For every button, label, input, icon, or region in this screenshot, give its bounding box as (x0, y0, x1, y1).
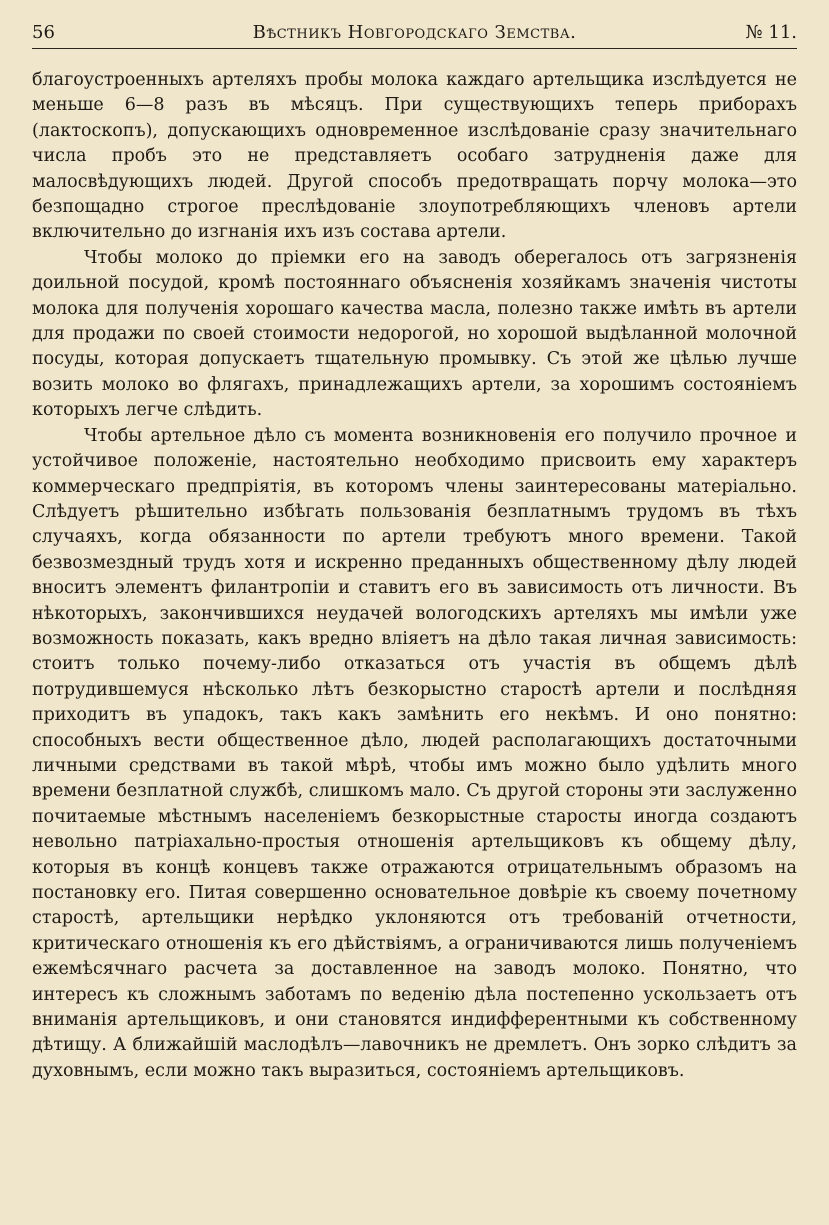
paragraph-milk-hygiene: Чтобы молоко до пріемки его на заводъ оберегалось отъ загрязненія доильной посудой, кромѣ постояннаго объясненія хозяйкамъ значенія чистоты молока для полученія хорошаго качества масла, полезно также имѣть въ артели для продажи по своей стоимости недорогой, но хорошой выдѣланной молочной посуды, которая допускаетъ тщательную промывку. Съ этой же цѣлью лучше возить молоко во флягахъ, принадлежащихъ артели, за хорошимъ состояніемъ которыхъ легче слѣдить. (32, 247, 797, 421)
journal-title: Вѣстникъ Новгородскаго Земства. (252, 22, 577, 43)
article-body (32, 68, 797, 1084)
issue-number: № 11. (745, 22, 797, 43)
paragraph-commercial-basis: Чтобы артельное дѣло съ момента возникновенія его получило прочное и устойчивое положеніе, настоятельно необходимо присвоить ему характеръ коммерческаго предпріятія, въ которомъ члены заинтересованы матеріально. Слѣдуетъ рѣшительно избѣгать пользованія безплатнымъ трудомъ въ тѣхъ случаяхъ, когда обязанности по артели требуютъ много времени. Такой безвозмездный трудъ хотя и искренно преданныхъ общественному дѣлу людей вноситъ элементъ филантропіи и ставитъ его въ зависимость отъ личности. Въ нѣкоторыхъ, закончившихся неудачей вологодскихъ артеляхъ мы имѣли уже возможность показать, какъ вредно вліяетъ на дѣло такая личная зависимость: стоитъ только почему-либо отказаться отъ участія въ общемъ дѣлѣ потрудившемуся нѣсколько лѣтъ безкорыстно старостѣ артели и послѣдняя приходитъ въ упадокъ, такъ какъ замѣнить его некѣмъ. И оно понятно: способныхъ вести общественное дѣло, людей располагающихъ достаточными личными средствами въ такой мѣрѣ, чтобы имъ можно было удѣлить много времени безплатной службѣ, слишкомъ мало. Съ другой стороны эти заслуженно почитаемые мѣстнымъ населеніемъ безкорыстные старосты иногда создаютъ невольно патріахально-простыя отношенія артельщиковъ къ общему дѣлу, которыя въ концѣ концевъ также отражаются отрицательнымъ образомъ на постановку его. Питая совершенно основательное довѣріе къ своему почетному старостѣ, артельщики нерѣдко уклоняются отъ требованій отчетности, критическаго отношенія къ его дѣйствіямъ, а ограничиваются лишь полученіемъ ежемѣсячнаго расчета за доставленное на заводъ молоко. Понятно, что интересъ къ сложнымъ заботамъ по веденію дѣла постепенно ускользаетъ отъ вниманія артельщиковъ, и они становятся индифферентными къ собственному дѣтищу. А ближайшій маслодѣлъ—лавочникъ не дремлетъ. Онъ зорко слѣдитъ за духовнымъ, если можно такъ выразиться, состояніемъ артельщиковъ. (32, 425, 797, 1081)
page-number: 56 (32, 22, 55, 43)
running-header (32, 20, 797, 49)
paragraph-continuation: благоустроенныхъ артеляхъ пробы молока каждаго артельщика изслѣдуется не меньше 6—8 разъ въ мѣсяцъ. При существующихъ теперь приборахъ (лактоскопъ), допускающихъ одновременное изслѣдованіе сразу значительнаго числа пробъ это не представляетъ особаго затрудненія даже для малосвѣдующихъ людей. Другой способъ предотвращать порчу молока—это безпощадно строгое преслѣдованіе злоупотребляющихъ членовъ артели включительно до изгнанія ихъ изъ состава артели. (32, 70, 797, 243)
